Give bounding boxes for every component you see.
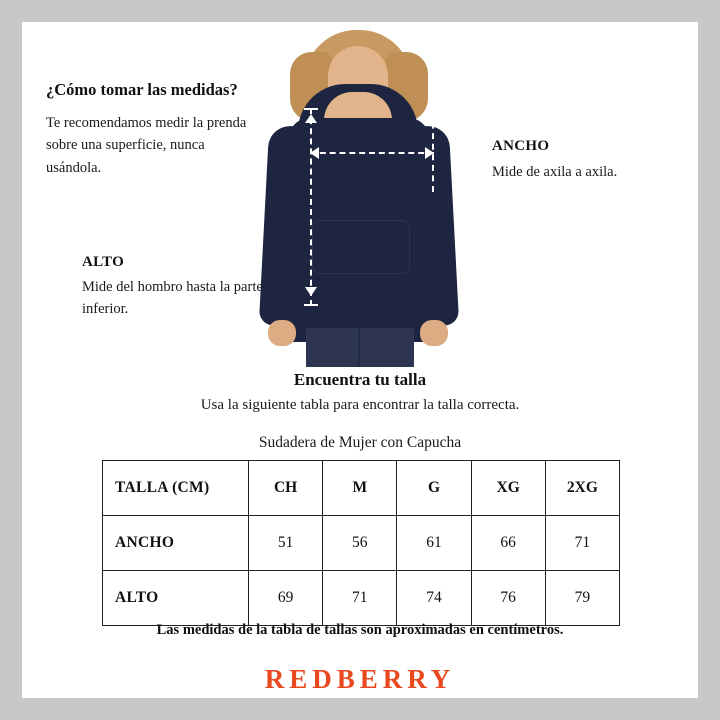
table-cell: 56 (323, 516, 397, 571)
table-cell: 51 (249, 516, 323, 571)
model-hand-left (268, 320, 296, 346)
model-hand-right (420, 320, 448, 346)
hero-illustration (22, 22, 698, 367)
height-guide-line (310, 108, 312, 306)
width-guide-arrow-left-icon (310, 147, 319, 159)
width-label: ANCHO (492, 138, 550, 154)
howto-body: Te recomendamos medir la prenda sobre una superficie, nunca usándola. (46, 115, 247, 176)
size-table-caption: Sudadera de Mujer con Capucha (258, 434, 462, 451)
brand-logo: REDBERRY (264, 664, 456, 694)
height-label: ALTO (82, 254, 125, 270)
find-size-title: Encuentra tu talla (293, 370, 427, 389)
table-cell: 74 (397, 571, 471, 626)
table-header-cell: M (323, 461, 397, 516)
table-cell: 71 (323, 571, 397, 626)
table-cell: 71 (545, 516, 619, 571)
hoodie-pocket (312, 220, 410, 274)
measurement-note: Las medidas de la tabla de tallas son aproximadas en centímetros. (156, 622, 564, 638)
table-cell: 66 (471, 516, 545, 571)
width-guide-line (310, 152, 434, 154)
width-description: Mide de axila a axila. (492, 164, 618, 180)
model-jeans-seam (358, 328, 360, 367)
table-header-cell: XG (471, 461, 545, 516)
table-cell: 61 (397, 516, 471, 571)
table-cell: 69 (249, 571, 323, 626)
find-size-subtitle: Usa la siguiente tabla para encontrar la talla correcta. (200, 397, 520, 413)
howto-title: ¿Cómo tomar las medidas? (46, 80, 238, 99)
size-table (102, 460, 620, 626)
table-row-label: ALTO (103, 571, 249, 626)
model-illustration (250, 22, 465, 367)
table-header-row (103, 461, 620, 516)
height-guide-arrow-down-icon (305, 287, 317, 296)
size-guide-card (22, 22, 698, 698)
table-header-cell: G (397, 461, 471, 516)
model-jeans (306, 328, 414, 367)
table-header-cell: 2XG (545, 461, 619, 516)
table-row (103, 516, 620, 571)
table-cell: 76 (471, 571, 545, 626)
table-row (103, 571, 620, 626)
table-cell: 79 (545, 571, 619, 626)
height-guide-arrow-up-icon (305, 114, 317, 123)
table-header-cell: CH (249, 461, 323, 516)
table-header-cell: TALLA (CM) (103, 461, 249, 516)
width-guide-tick-right (432, 112, 434, 192)
table-row-label: ANCHO (103, 516, 249, 571)
height-description: Mide del hombro hasta la parte inferior. (82, 279, 263, 318)
